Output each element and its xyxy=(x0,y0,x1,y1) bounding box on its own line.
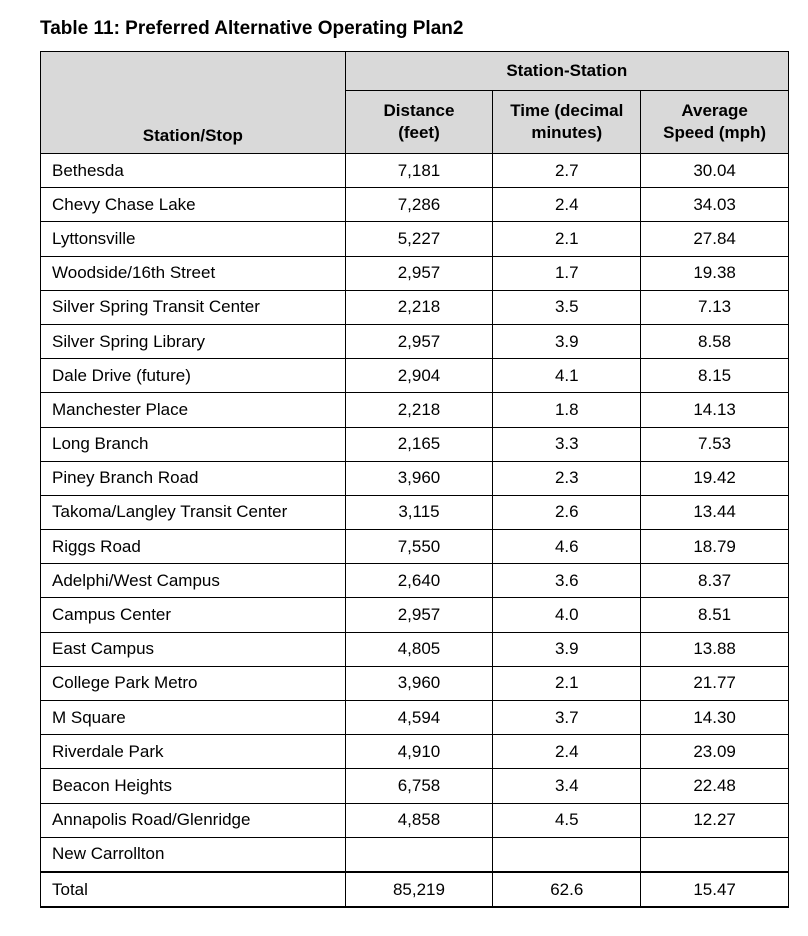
table-row xyxy=(41,803,789,837)
time-cell xyxy=(493,837,641,872)
station-name-cell: M Square xyxy=(41,701,346,735)
time-cell: 2.1 xyxy=(493,222,641,256)
speed-cell xyxy=(641,837,789,872)
total-row xyxy=(41,872,789,907)
distance-cell: 3,115 xyxy=(345,495,493,529)
station-name-cell: Long Branch xyxy=(41,427,346,461)
time-cell: 4.5 xyxy=(493,803,641,837)
speed-cell: 34.03 xyxy=(641,188,789,222)
station-name-cell: Riverdale Park xyxy=(41,735,346,769)
speed-cell: 14.13 xyxy=(641,393,789,427)
time-column-header xyxy=(493,91,641,154)
station-column-header: Station/Stop xyxy=(41,52,346,154)
table-row xyxy=(41,154,789,188)
station-name-cell: Dale Drive (future) xyxy=(41,359,346,393)
distance-cell xyxy=(345,837,493,872)
table-row xyxy=(41,188,789,222)
table-row xyxy=(41,837,789,872)
time-cell: 3.7 xyxy=(493,701,641,735)
speed-cell: 7.53 xyxy=(641,427,789,461)
station-station-group-header: Station-Station xyxy=(345,52,788,91)
speed-cell: 19.42 xyxy=(641,461,789,495)
table-row xyxy=(41,222,789,256)
distance-cell: 7,550 xyxy=(345,530,493,564)
time-cell: 3.5 xyxy=(493,290,641,324)
table-row xyxy=(41,324,789,358)
distance-cell: 3,960 xyxy=(345,666,493,700)
table-row xyxy=(41,530,789,564)
time-cell: 4.1 xyxy=(493,359,641,393)
station-name-cell: Lyttonsville xyxy=(41,222,346,256)
station-name-cell: Riggs Road xyxy=(41,530,346,564)
speed-cell: 15.47 xyxy=(641,872,789,907)
speed-cell: 13.44 xyxy=(641,495,789,529)
time-cell: 2.4 xyxy=(493,188,641,222)
time-cell: 2.7 xyxy=(493,154,641,188)
station-name-cell: Silver Spring Transit Center xyxy=(41,290,346,324)
station-name-cell: Bethesda xyxy=(41,154,346,188)
station-name-cell: Silver Spring Library xyxy=(41,324,346,358)
operating-plan-table xyxy=(40,51,789,908)
time-cell: 4.0 xyxy=(493,598,641,632)
station-name-cell: Campus Center xyxy=(41,598,346,632)
distance-cell: 6,758 xyxy=(345,769,493,803)
distance-cell: 7,286 xyxy=(345,188,493,222)
time-cell: 3.3 xyxy=(493,427,641,461)
speed-cell: 19.38 xyxy=(641,256,789,290)
time-cell: 3.4 xyxy=(493,769,641,803)
speed-cell: 27.84 xyxy=(641,222,789,256)
table-title: Table 11: Preferred Alternative Operating Plan2 xyxy=(40,18,464,39)
time-header-label: Time (decimal minutes) xyxy=(510,101,624,142)
distance-cell: 2,165 xyxy=(345,427,493,461)
table-row xyxy=(41,359,789,393)
time-cell: 1.7 xyxy=(493,256,641,290)
distance-cell: 85,219 xyxy=(345,872,493,907)
station-name-cell: East Campus xyxy=(41,632,346,666)
station-name-cell: College Park Metro xyxy=(41,666,346,700)
distance-cell: 4,594 xyxy=(345,701,493,735)
table-row xyxy=(41,393,789,427)
table-row xyxy=(41,632,789,666)
station-name-cell: Piney Branch Road xyxy=(41,461,346,495)
speed-cell: 7.13 xyxy=(641,290,789,324)
time-cell: 1.8 xyxy=(493,393,641,427)
distance-column-header xyxy=(345,91,493,154)
speed-cell: 14.30 xyxy=(641,701,789,735)
distance-cell: 5,227 xyxy=(345,222,493,256)
speed-cell: 13.88 xyxy=(641,632,789,666)
station-name-cell: Total xyxy=(41,872,346,907)
distance-cell: 4,858 xyxy=(345,803,493,837)
table-row xyxy=(41,461,789,495)
distance-cell: 3,960 xyxy=(345,461,493,495)
speed-cell: 8.15 xyxy=(641,359,789,393)
table-row xyxy=(41,256,789,290)
speed-cell: 21.77 xyxy=(641,666,789,700)
speed-cell: 8.37 xyxy=(641,564,789,598)
station-name-cell: Takoma/Langley Transit Center xyxy=(41,495,346,529)
table-body xyxy=(41,154,789,908)
table-row xyxy=(41,290,789,324)
distance-header-label: Distance (feet) xyxy=(383,101,455,142)
time-cell: 4.6 xyxy=(493,530,641,564)
speed-column-header xyxy=(641,91,789,154)
time-cell: 2.6 xyxy=(493,495,641,529)
speed-header-label: Average Speed (mph) xyxy=(663,101,767,142)
station-name-cell: Manchester Place xyxy=(41,393,346,427)
time-cell: 3.9 xyxy=(493,324,641,358)
table-row xyxy=(41,598,789,632)
station-name-cell: Woodside/16th Street xyxy=(41,256,346,290)
table-row xyxy=(41,701,789,735)
station-name-cell: New Carrollton xyxy=(41,837,346,872)
distance-cell: 2,957 xyxy=(345,256,493,290)
table-row xyxy=(41,735,789,769)
station-name-cell: Annapolis Road/Glenridge xyxy=(41,803,346,837)
table-row xyxy=(41,564,789,598)
table-row xyxy=(41,769,789,803)
table-row xyxy=(41,495,789,529)
distance-cell: 2,957 xyxy=(345,598,493,632)
speed-cell: 8.51 xyxy=(641,598,789,632)
speed-cell: 23.09 xyxy=(641,735,789,769)
distance-cell: 2,218 xyxy=(345,393,493,427)
time-cell: 2.4 xyxy=(493,735,641,769)
station-name-cell: Chevy Chase Lake xyxy=(41,188,346,222)
distance-cell: 2,640 xyxy=(345,564,493,598)
time-cell: 62.6 xyxy=(493,872,641,907)
distance-cell: 2,218 xyxy=(345,290,493,324)
table-row xyxy=(41,427,789,461)
distance-cell: 4,910 xyxy=(345,735,493,769)
station-name-cell: Adelphi/West Campus xyxy=(41,564,346,598)
table-header xyxy=(41,52,789,154)
table-row xyxy=(41,666,789,700)
speed-cell: 8.58 xyxy=(641,324,789,358)
speed-cell: 22.48 xyxy=(641,769,789,803)
time-cell: 2.1 xyxy=(493,666,641,700)
speed-cell: 12.27 xyxy=(641,803,789,837)
station-name-cell: Beacon Heights xyxy=(41,769,346,803)
speed-cell: 30.04 xyxy=(641,154,789,188)
time-cell: 2.3 xyxy=(493,461,641,495)
distance-cell: 7,181 xyxy=(345,154,493,188)
distance-cell: 4,805 xyxy=(345,632,493,666)
time-cell: 3.6 xyxy=(493,564,641,598)
time-cell: 3.9 xyxy=(493,632,641,666)
distance-cell: 2,904 xyxy=(345,359,493,393)
distance-cell: 2,957 xyxy=(345,324,493,358)
speed-cell: 18.79 xyxy=(641,530,789,564)
